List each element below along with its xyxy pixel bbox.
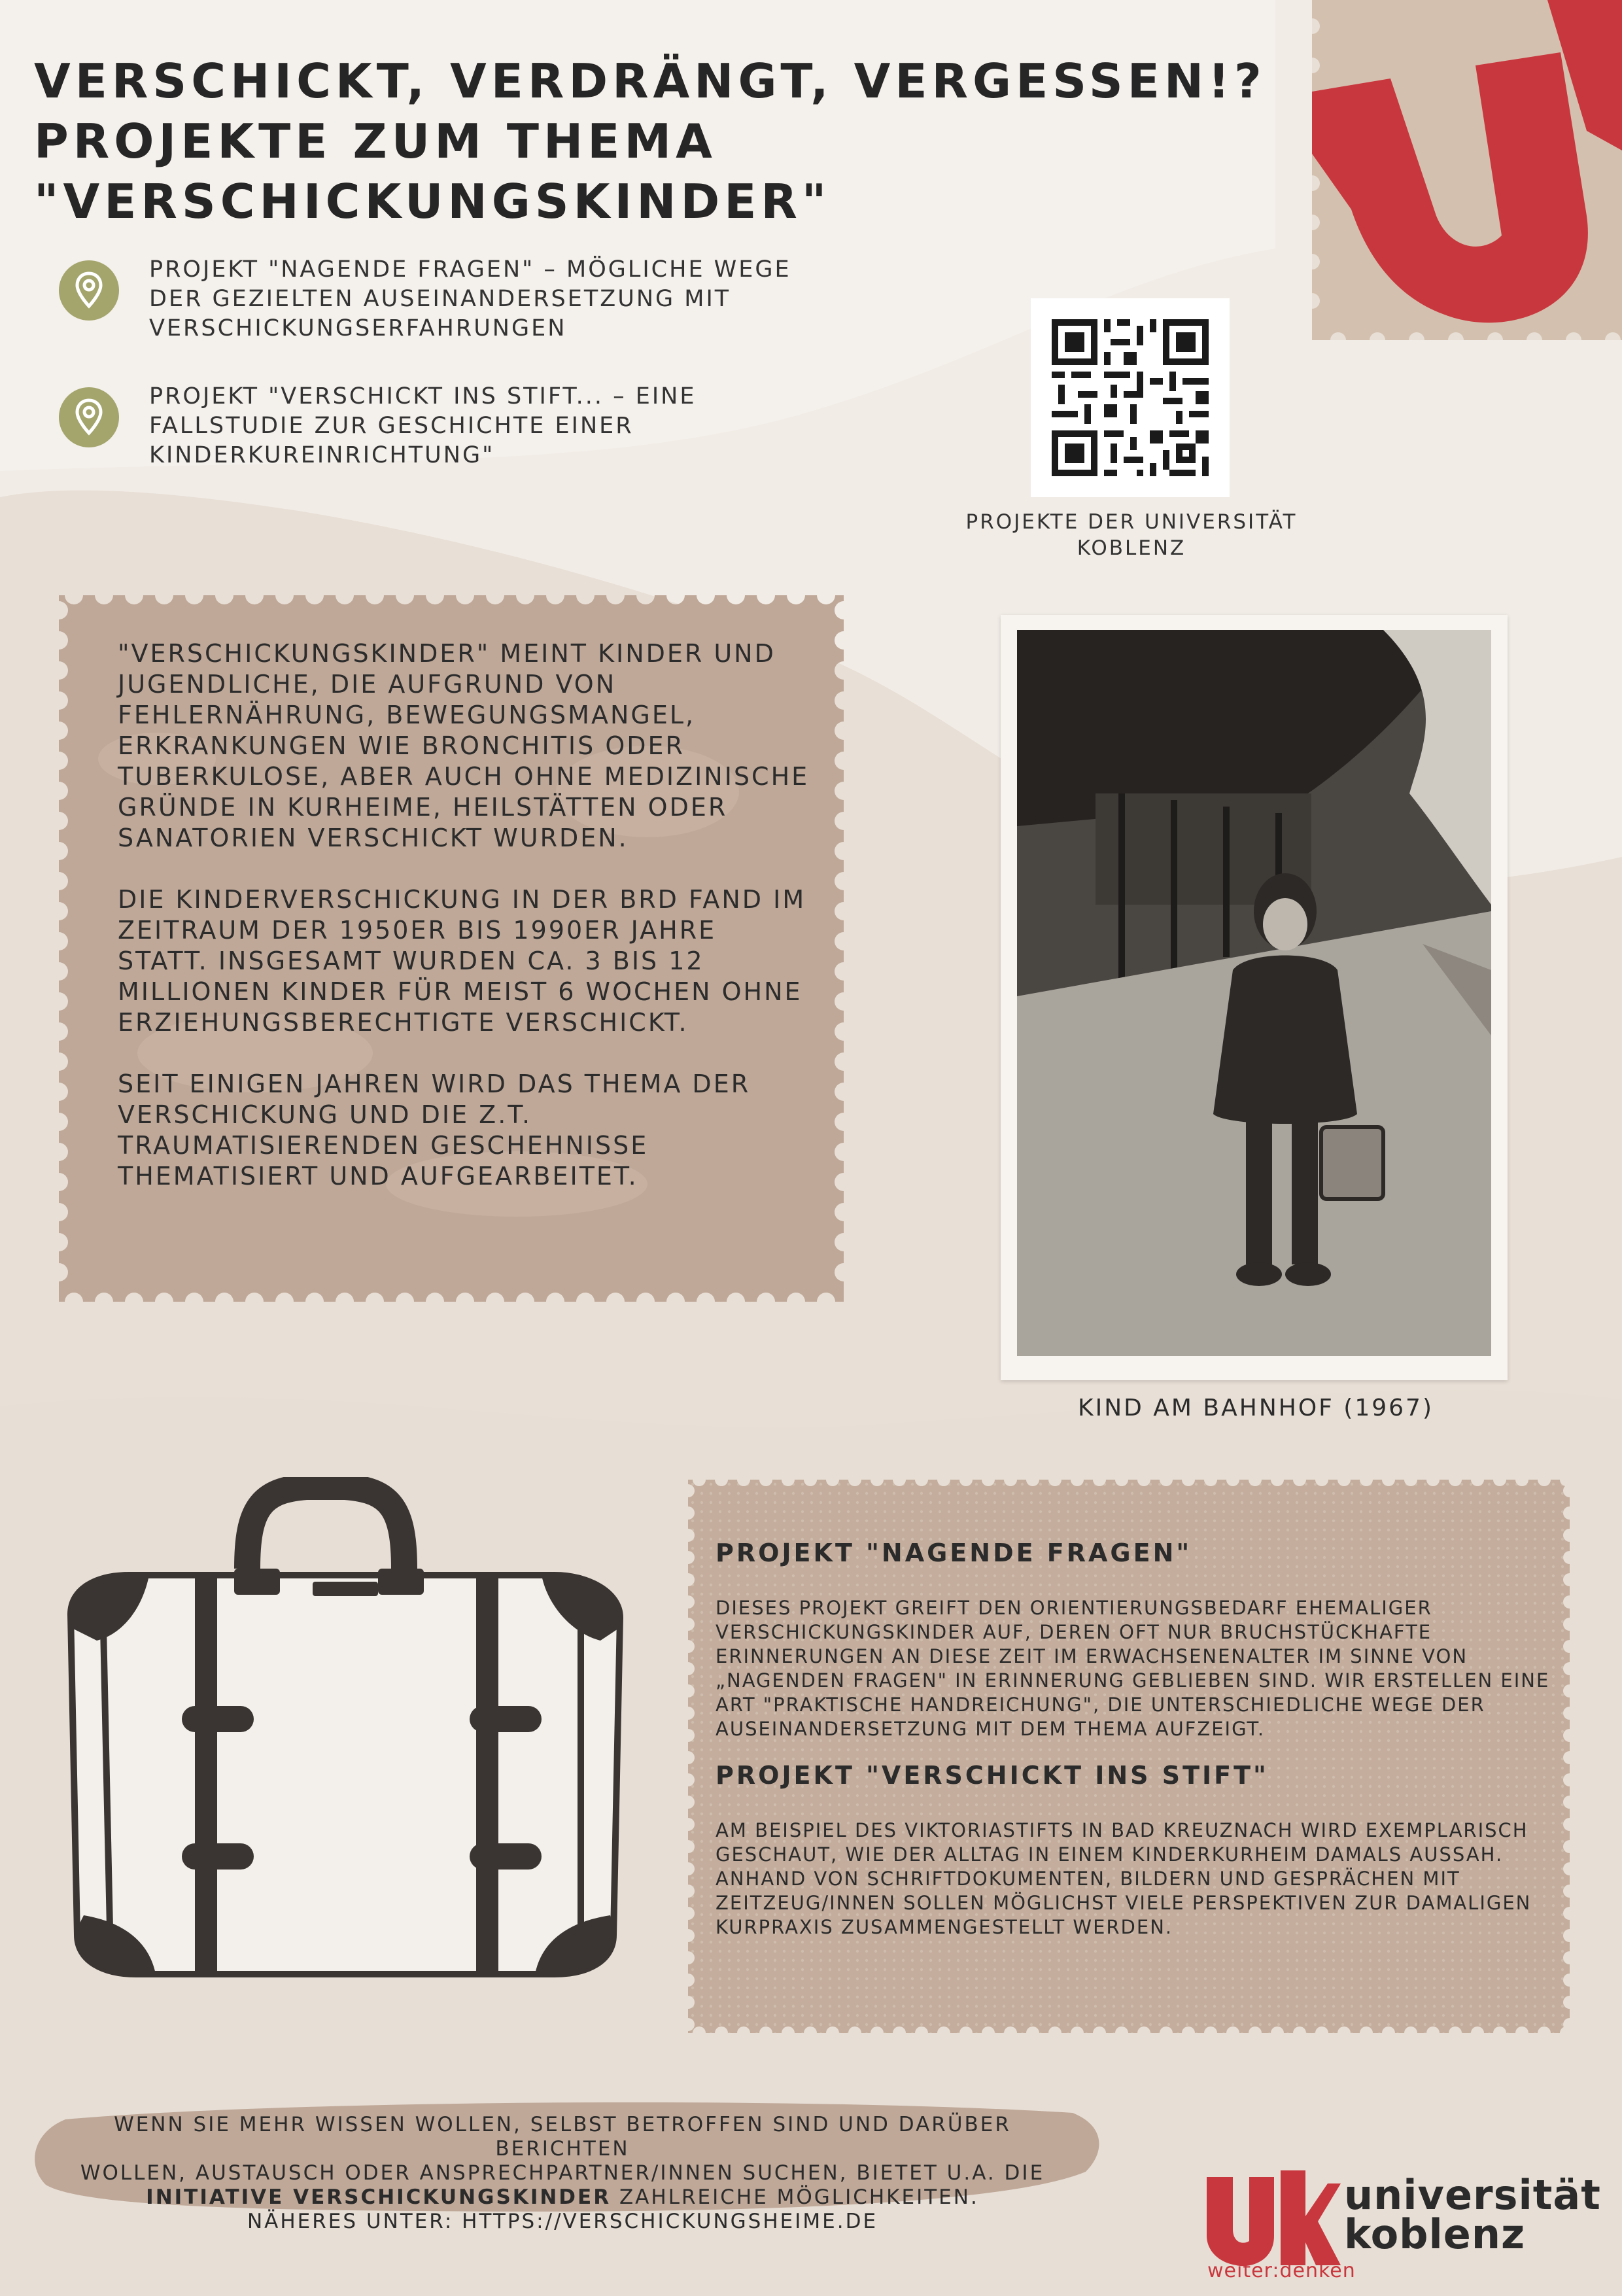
project-list-item bbox=[58, 255, 842, 343]
university-name: universität koblenz bbox=[1344, 2171, 1601, 2258]
child-at-station-photo bbox=[1017, 630, 1491, 1356]
university-tagline: weiter:denken bbox=[1207, 2259, 1356, 2282]
info-paragraph: SEIT EINIGEN JAHREN WIRD DAS THEMA DER VERSCHICKUNG UND DIE Z.T. TRAUMATISIERENDEN GESCHEHNISSE THEMATISIERT UND AUFGEARBEITET. bbox=[118, 1070, 751, 1191]
qr-caption: PROJEKTE DER UNIVERSITÄT KOBLENZ bbox=[965, 510, 1298, 560]
info-paragraph: "VERSCHICKUNGSKINDER" MEINT KINDER UND JUGENDLICHE, DIE AUFGRUND VON FEHLERNÄHRUNG, BEWEGUNGSMANGEL, ERKRANKUNGEN WIE BRONCHITIS ODER TUBERKULOSE, ABER AUCH OHNE MEDIZINISCHE GRÜNDE IN KURHEIME, HEILSTÄTTEN ODER SANATORIEN VERSCHICKT WURDEN. bbox=[118, 639, 810, 852]
project-detail-heading: PROJEKT "NAGENDE FRAGEN" bbox=[716, 1539, 1192, 1567]
footer-text bbox=[59, 2113, 1066, 2234]
project-list-text: PROJEKT "NAGENDE FRAGEN" – MÖGLICHE WEGE DER GEZIELTEN AUSEINANDERSETZUNG MIT VERSCHICKUNGSERFAHRUNGEN bbox=[149, 256, 791, 341]
location-pin-icon bbox=[58, 259, 120, 322]
info-text bbox=[118, 638, 811, 1223]
qr-code[interactable] bbox=[1031, 298, 1230, 497]
footer-line: WOLLEN, AUSTAUSCH ODER ANSPRECHPARTNER/INNEN SUCHEN, BIETET U.A. DIE bbox=[80, 2161, 1045, 2185]
location-pin-icon bbox=[58, 386, 120, 449]
initiative-name: INITIATIVE VERSCHICKUNGSKINDER bbox=[146, 2185, 612, 2209]
uk-logo-icon bbox=[1203, 2170, 1341, 2269]
suitcase-icon bbox=[58, 1477, 646, 2000]
project-list-text: PROJEKT "VERSCHICKT INS STIFT... – EINE FALLSTUDIE ZUR GESCHICHTE EINER KINDERKUREINRICHTUNG" bbox=[149, 383, 697, 468]
footer-link[interactable]: NÄHERES UNTER: HTTPS://VERSCHICKUNGSHEIME.DE bbox=[247, 2210, 878, 2233]
qr-code-icon bbox=[1031, 298, 1230, 497]
project-detail-body: AM BEISPIEL DES VIKTORIASTIFTS IN BAD KREUZNACH WIRD EXEMPLARISCH GESCHAUT, WIE DER ALLTAG IN EINEM KINDERKURHEIM DAMALS AUSSAH. ANHAND VON SCHRIFTDOKUMENTEN, BILDERN UND GESPRÄCHEN MIT ZEITZEUG/INNEN SOLLEN MÖGLICHST VIELE PERSPEKTIVEN ZUR DAMALIGEN KURPRAXIS ZUSAMMENGESTELLT WERDEN. bbox=[716, 1819, 1532, 1938]
info-paragraph: DIE KINDERVERSCHICKUNG IN DER BRD FAND IM ZEITRAUM DER 1950ER BIS 1990ER JAHRE STATT. INSGESAMT WURDEN CA. 3 BIS 12 MILLIONEN KINDER FÜR MEIST 6 WOCHEN OHNE ERZIEHUNGSBERECHTIGTE VERSCHICKT. bbox=[118, 885, 806, 1037]
project-detail-body: DIESES PROJEKT GREIFT DEN ORIENTIERUNGSBEDARF EHEMALIGER VERSCHICKUNGSKINDER AUF, DEREN OFT NUR BRUCHSTÜCKHAFTE ERINNERUNGEN AN DIESE ZEIT IM ERWACHSENENALTER IM SINNE VON „NAGENDEN FRAGEN" IN ERINNERUNG GEBLIEBEN SIND. WIR ERSTELLEN EINE ART "PRAKTISCHE HANDREICHUNG", DIE UNTERSCHIEDLICHE WEGE DER AUSEINANDERSETZUNG MIT DEM THEMA AUFZEIGT. bbox=[716, 1597, 1550, 1740]
title-line-1: VERSCHICKT, VERDRÄNGT, VERGESSEN!? bbox=[34, 54, 1266, 109]
project-detail-heading: PROJEKT "VERSCHICKT INS STIFT" bbox=[716, 1761, 1269, 1790]
footer-line-rest: ZAHLREICHE MÖGLICHKEITEN. bbox=[611, 2185, 979, 2209]
project-list-item bbox=[58, 382, 842, 470]
title-line-2: PROJEKTE ZUM THEMA bbox=[34, 114, 717, 169]
uk-corner-stamp bbox=[1312, 0, 1622, 340]
page-title bbox=[34, 51, 1266, 232]
university-logo[interactable] bbox=[1203, 2159, 1615, 2289]
project-details bbox=[716, 1539, 1579, 1959]
photo-caption: KIND AM BAHNHOF (1967) bbox=[1077, 1395, 1434, 1421]
title-line-3: "VERSCHICKUNGSKINDER" bbox=[34, 174, 831, 229]
footer-line: WENN SIE MEHR WISSEN WOLLEN, SELBST BETROFFEN SIND UND DARÜBER BERICHTEN bbox=[114, 2113, 1011, 2161]
footer-line bbox=[59, 2185, 1066, 2210]
